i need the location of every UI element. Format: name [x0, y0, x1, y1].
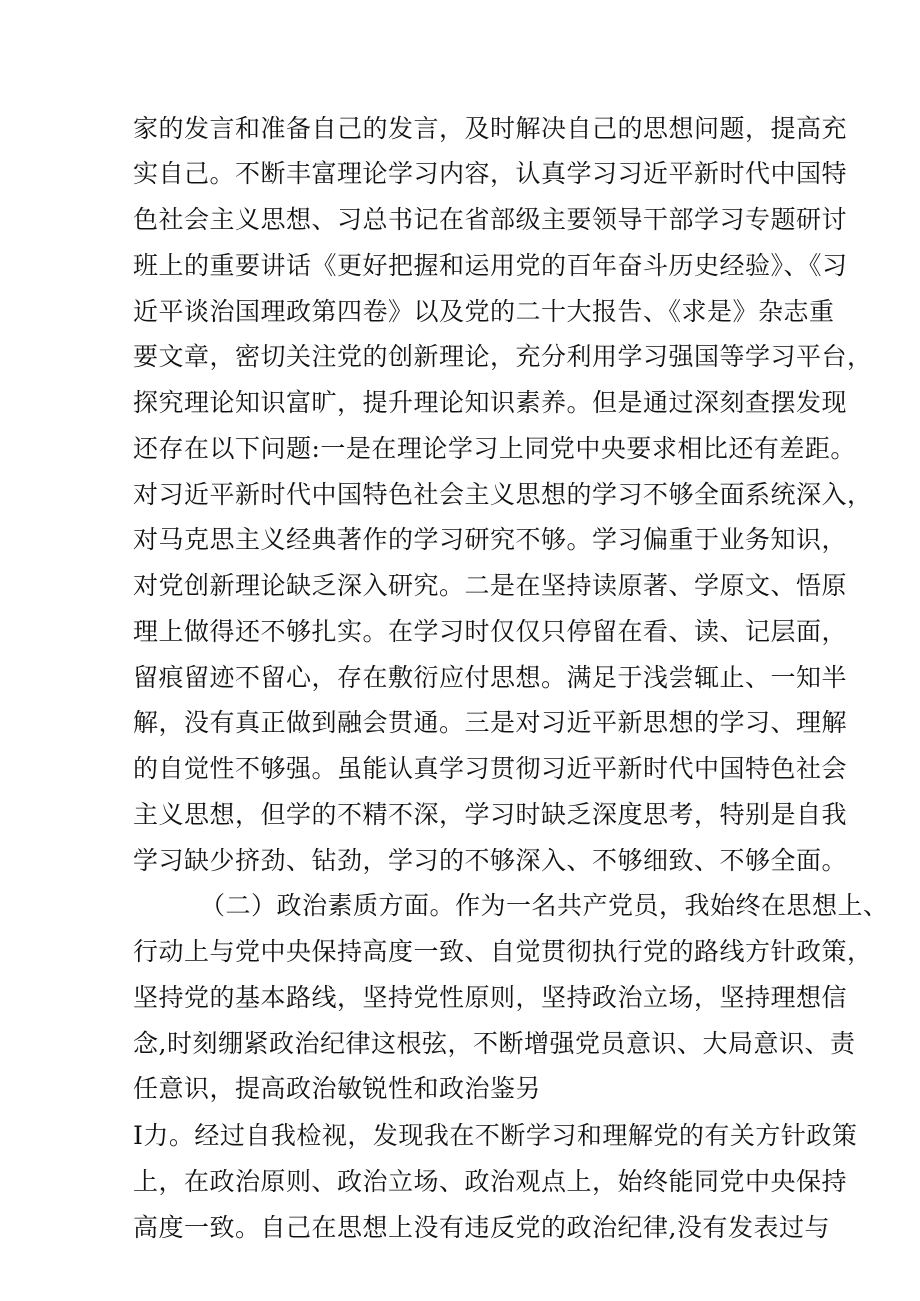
text-line: 对习近平新时代中国特色社会主义思想的学习不够全面系统深入， [133, 480, 873, 509]
section-heading-line: （二）政治素质方面。作为一名共产党员，我始终在思想上、 [200, 891, 889, 920]
text-line: 近平谈治国理政第四卷》以及党的二十大报告、《求是》杂志重 [133, 297, 835, 326]
text-line: 对党创新理论缺乏深入研究。二是在坚持读原著、学原文、悟原 [133, 571, 848, 600]
text-line: 任意识，提高政治敏锐性和政治鉴另 [133, 1074, 542, 1103]
text-line: 留痕留迹不留心，存在敷衍应付思想。满足于浅尝辄止、一知半 [133, 663, 848, 692]
text-line: I力。经过自我检视，发现我在不断学习和理解党的有关方针政策 [133, 1121, 858, 1150]
text-line: 行动上与党中央保持高度一致、自觉贯彻执行党的路线方针政策， [133, 937, 873, 966]
text-line: 还存在以下问题:一是在理论学习上同党中央要求相比还有差距。 [133, 434, 856, 463]
text-line: 要文章，密切关注党的创新理论，充分利用学习强国等学习平台， [133, 342, 873, 371]
text-line: 高度一致。自己在思想上没有违反党的政治纪律,没有发表过与 [133, 1213, 830, 1242]
text-line: 主义思想，但学的不精不深，学习时缺乏深度思考，特别是自我 [133, 800, 848, 829]
text-line: 理上做得还不够扎实。在学习时仅仅只停留在看、读、记层面， [133, 617, 848, 646]
text-line: 班上的重要讲话《更好把握和运用党的百年奋斗历史经验》、《习 [133, 251, 848, 280]
text-line: 探究理论知识富旷，提升理论知识素养。但是通过深刻查摆发现 [133, 388, 848, 417]
text-line: 上，在政治原则、政治立场、政治观点上，始终能同党中央保持 [133, 1167, 848, 1196]
text-line: 念,时刻绷紧政治纪律这根弦，不断增强党员意识、大局意识、责 [133, 1029, 856, 1058]
text-line: 对马克思主义经典著作的学习研究不够。学习偏重于业务知识， [133, 525, 848, 554]
text-line: 色社会主义思想、习总书记在省部级主要领导干部学习专题研讨 [133, 205, 848, 234]
text-line: 家的发言和准备自己的发言，及时解决自己的思想问题，提高充 [133, 114, 848, 143]
text-line: 的自觉性不够强。虽能认真学习贯彻习近平新时代中国特色社会 [133, 754, 848, 783]
text-line: 学习缺少挤劲、钻劲，学习的不够深入、不够细致、不够全面。 [133, 846, 848, 875]
text-line: 坚持党的基本路线，坚持党性原则，坚持政治立场，坚持理想信 [133, 983, 848, 1012]
text-line: 解，没有真正做到融会贯通。三是对习近平新思想的学习、理解 [133, 708, 848, 737]
text-line: 实自己。不断丰富理论学习内容，认真学习习近平新时代中国特 [133, 159, 848, 188]
